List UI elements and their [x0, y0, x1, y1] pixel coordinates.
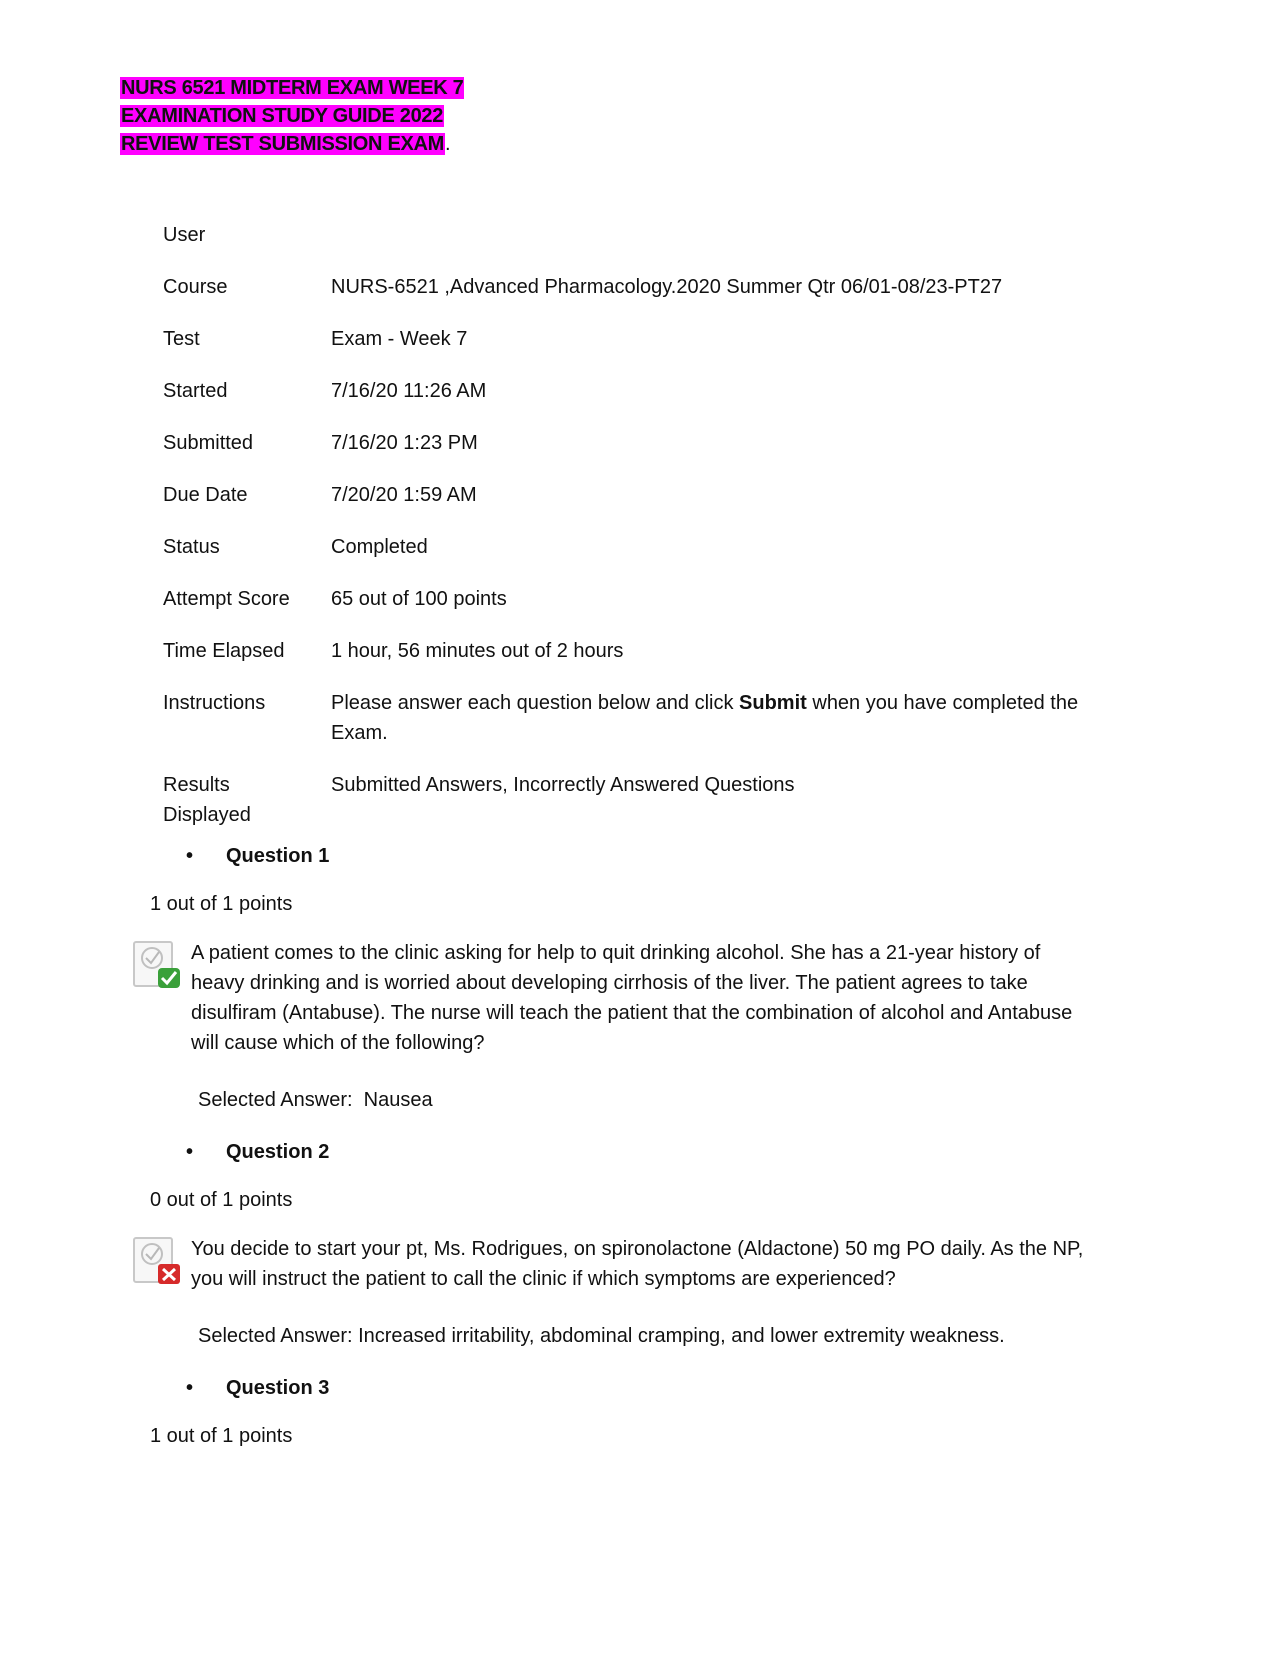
selected-answer: Selected Answer: Nausea	[198, 1089, 433, 1111]
info-value	[331, 220, 1123, 250]
info-row-results-displayed	[163, 770, 1123, 830]
info-value: Exam - Week 7	[331, 328, 468, 350]
info-label: Submitted	[163, 432, 254, 454]
question-points: 0 out of 1 points	[150, 1189, 293, 1211]
info-value: 1 hour, 56 minutes out of 2 hours	[331, 640, 624, 662]
info-row-status	[163, 532, 1123, 562]
question-heading: • Question 2	[186, 1141, 330, 1163]
title-line-3: REVIEW TEST SUBMISSION EXAM.	[121, 133, 451, 155]
info-label: Due Date	[163, 484, 248, 506]
info-row-course	[163, 272, 1123, 302]
incorrect-result-icon	[132, 1234, 182, 1286]
info-label: Status	[163, 536, 220, 558]
info-label: Attempt Score	[163, 588, 290, 610]
info-label: Course	[163, 276, 228, 298]
submission-info-table	[163, 220, 1123, 852]
question-points: 1 out of 1 points	[150, 893, 293, 915]
info-label: Instructions	[163, 692, 266, 714]
info-label: Time Elapsed	[163, 640, 285, 662]
info-row-started	[163, 376, 1123, 406]
info-value: 65 out of 100 points	[331, 588, 507, 610]
info-value: Please answer each question below and click Submit when you have completed the Exam.	[331, 692, 1079, 744]
question-points: 1 out of 1 points	[150, 1425, 293, 1447]
info-row-instructions	[163, 688, 1123, 748]
info-row-test	[163, 324, 1123, 354]
title-line-1: NURS 6521 MIDTERM EXAM WEEK 7	[121, 77, 464, 99]
info-label: User	[163, 224, 206, 246]
document-title	[120, 74, 464, 158]
info-value: 7/16/20 11:26 AM	[331, 380, 487, 402]
info-label: Test	[163, 328, 200, 350]
info-value: 7/16/20 1:23 PM	[331, 432, 478, 454]
selected-answer: Selected Answer: Increased irritability, abdominal cramping, and lower extremity weakness.	[198, 1325, 1005, 1347]
info-value: Completed	[331, 536, 428, 558]
info-row-attempt-score	[163, 584, 1123, 614]
info-row-due-date	[163, 480, 1123, 510]
info-label: Results Displayed	[163, 774, 251, 826]
info-label: Started	[163, 380, 228, 402]
info-value: 7/20/20 1:59 AM	[331, 484, 477, 506]
info-row-submitted	[163, 428, 1123, 458]
correct-result-icon	[132, 938, 182, 990]
info-value: NURS-6521 ,Advanced Pharmacology.2020 Summer Qtr 06/01-08/23-PT27	[331, 276, 1003, 298]
submit-keyword: Submit	[739, 692, 807, 714]
title-line-2: EXAMINATION STUDY GUIDE 2022	[121, 105, 444, 127]
check-icon	[158, 968, 180, 988]
question-heading: • Question 1	[186, 845, 330, 867]
info-row-user	[163, 220, 1123, 250]
question-heading: • Question 3	[186, 1377, 330, 1399]
info-value: Submitted Answers, Incorrectly Answered Questions	[331, 774, 795, 796]
question-text: You decide to start your pt, Ms. Rodrigues, on spironolactone (Aldactone) 50 mg PO daily. As the NP, you will instruct the patient to call the clinic if which symptoms are experienced?	[191, 1238, 1084, 1290]
question-text: A patient comes to the clinic asking for help to quit drinking alcohol. She has a 21-year history of heavy drinking and is worried about developing cirrhosis of the liver. The patient agrees to take disulfiram (Antabuse). The nurse will teach the patient that the combination of alcohol and Antabuse will cause which of the following?	[191, 942, 1073, 1054]
info-row-time-elapsed	[163, 636, 1123, 666]
